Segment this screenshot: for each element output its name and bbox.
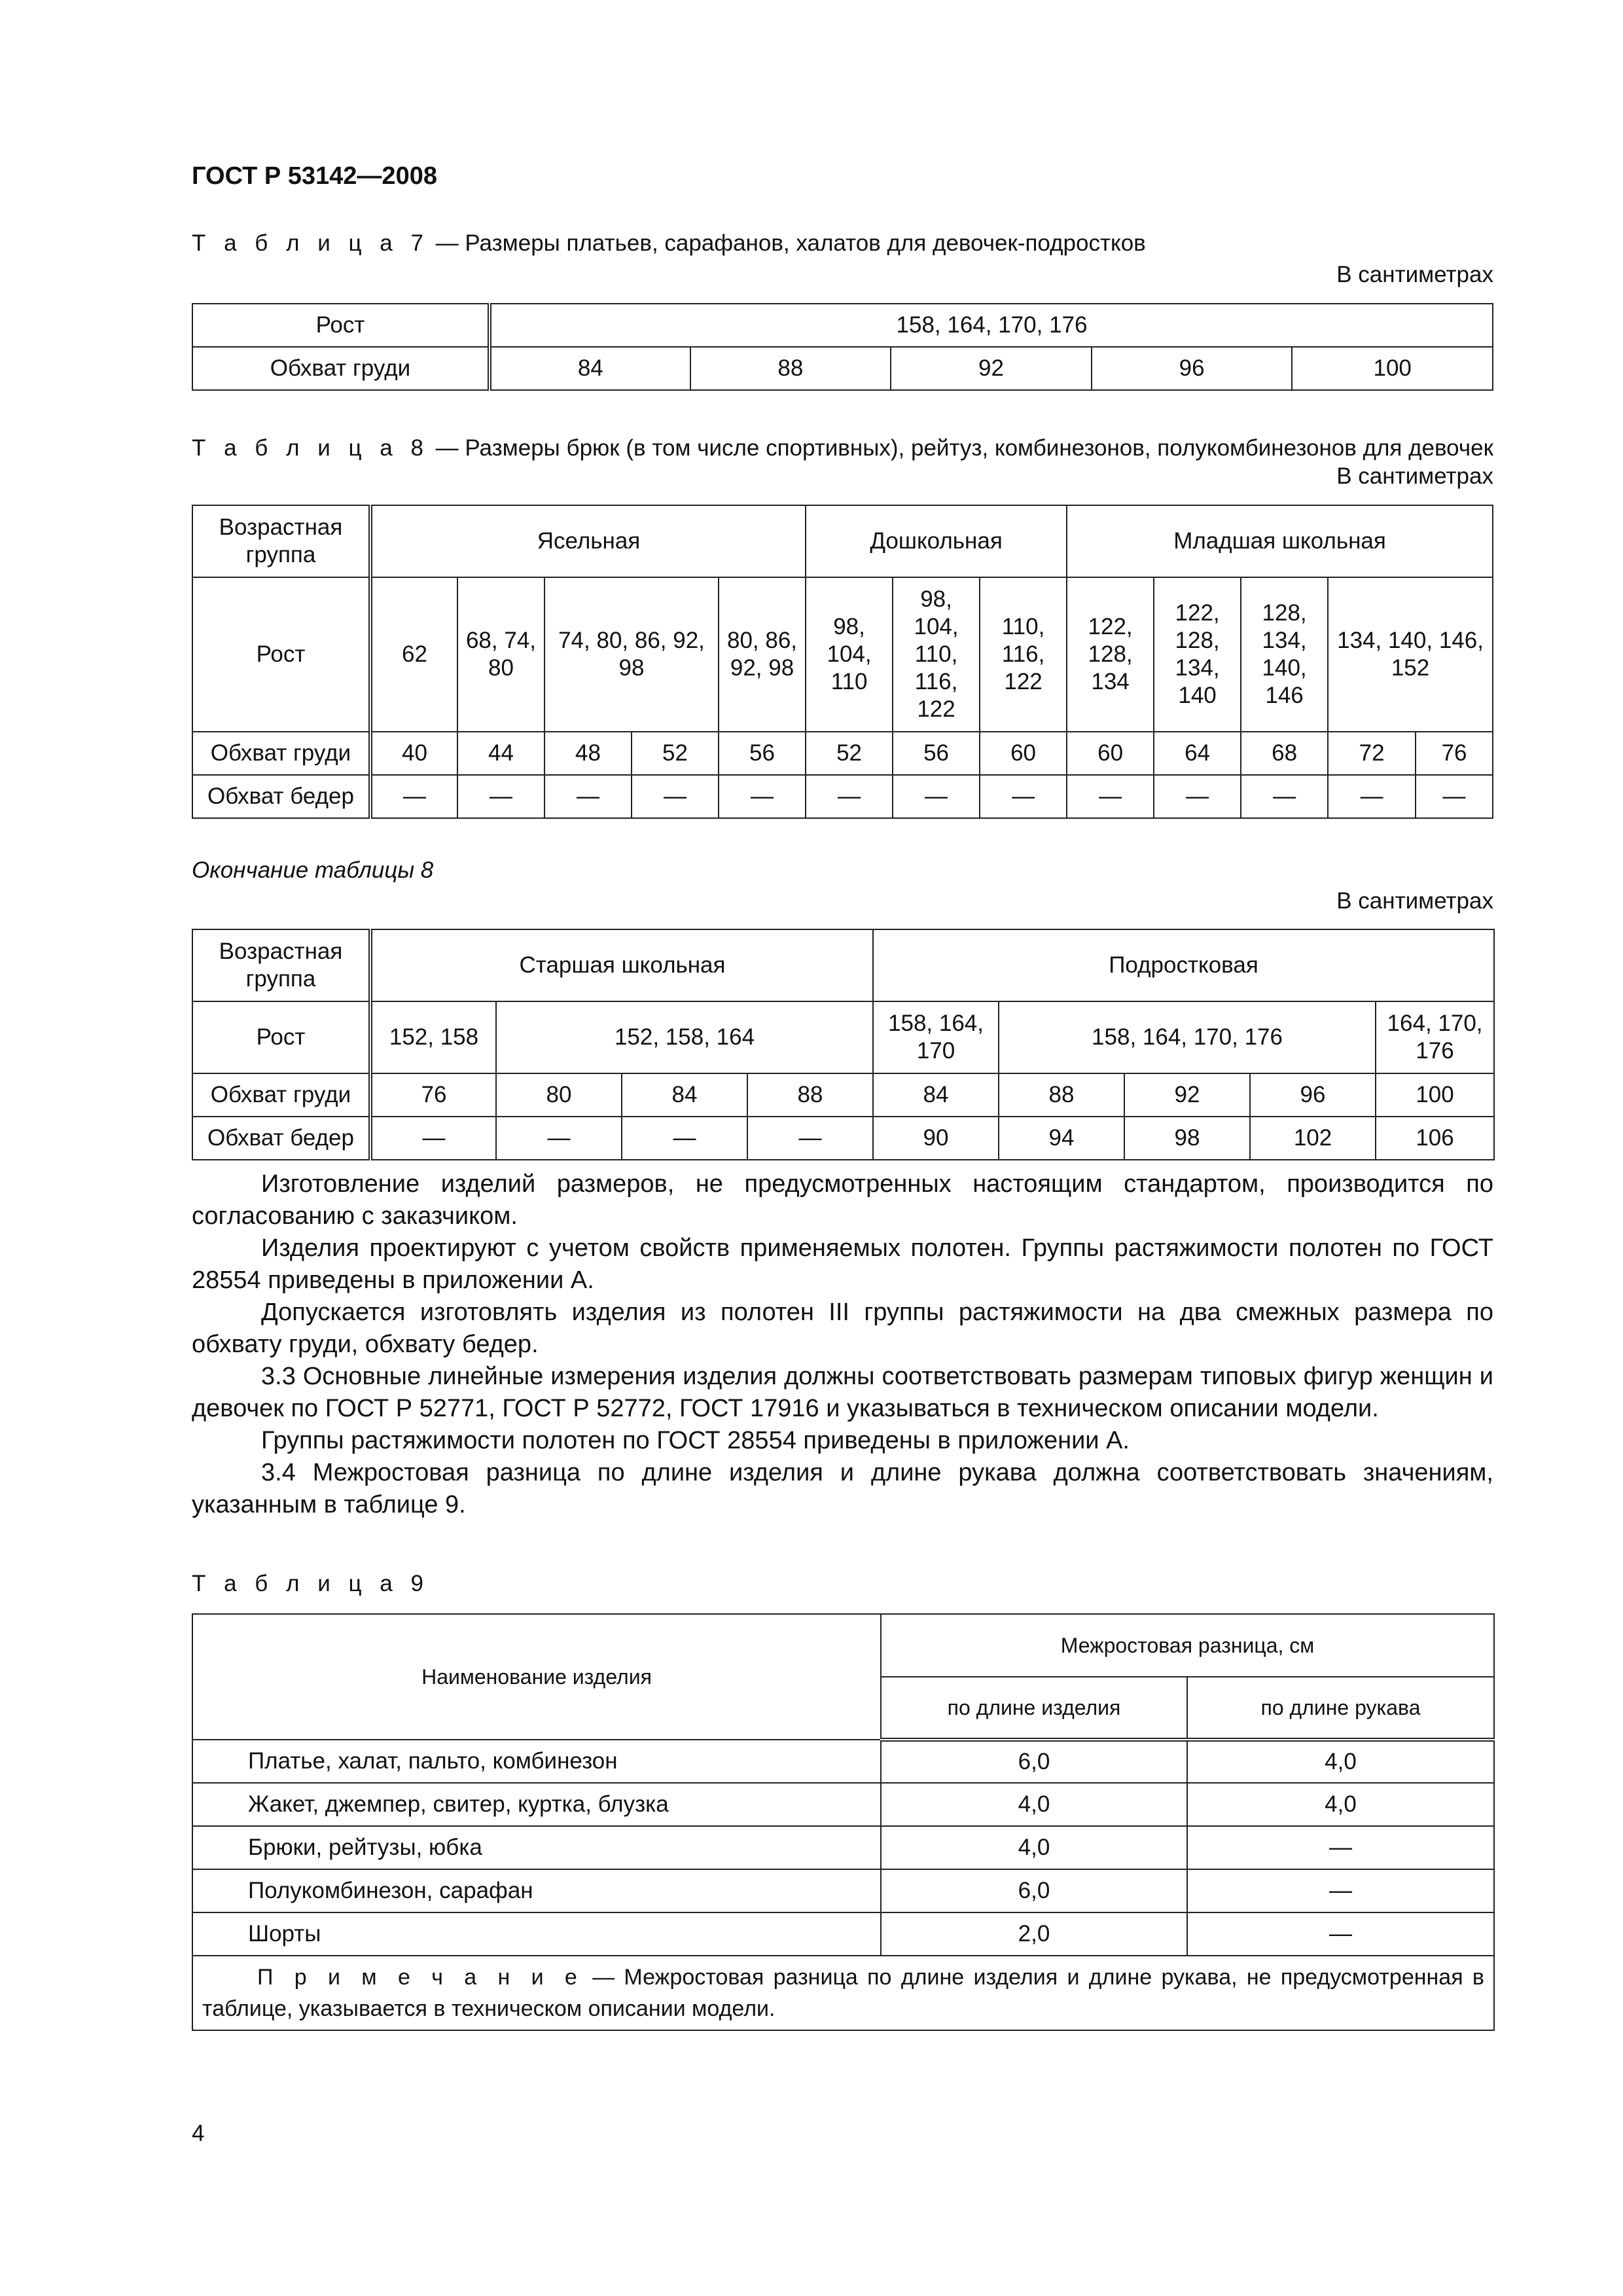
document-header: ГОСТ Р 53142—2008	[192, 162, 437, 190]
table9-row-sleeve: —	[1187, 1869, 1494, 1912]
table8-hips-cell: —	[806, 775, 893, 818]
table8-caption	[192, 435, 1493, 461]
table8-hips-cell: —	[632, 775, 719, 818]
table8-chest-cell: 64	[1154, 732, 1241, 775]
table8-end-hips-cell: —	[496, 1117, 622, 1160]
table8-chest-cell: 68	[1241, 732, 1328, 775]
table8-end-height-cell: 158, 164, 170, 176	[999, 1001, 1376, 1073]
table8-height-label: Рост	[192, 577, 370, 732]
table8-end-height-label: Рост	[192, 1001, 370, 1073]
table8-chest-cell: 52	[632, 732, 719, 775]
table8-hips-cell: —	[893, 775, 980, 818]
table8-chest-cell: 52	[806, 732, 893, 775]
table8-height-cell: 80, 86, 92, 98	[719, 577, 806, 732]
table8-end-chest-cell: 100	[1376, 1073, 1494, 1117]
table9-note-text: — Межростовая разница по длине изделия и длине рукава, не предусмотренная в таблице, указывается в техническом описании модели.	[202, 1965, 1484, 2021]
table8-end-chest-cell: 76	[370, 1073, 496, 1117]
table7-height-value: 158, 164, 170, 176	[490, 304, 1493, 347]
table8-age-label: Возрастная группа	[192, 505, 370, 577]
table8-chest-cell: 76	[1416, 732, 1493, 775]
body-paragraph: Допускается изготовлять изделия из полотен III группы растяжимости на два смежных размера по обхвату груди, обхвату бедер.	[192, 1299, 1493, 1358]
table8-chest-cell: 56	[893, 732, 980, 775]
table8-height-cell: 110, 116, 122	[980, 577, 1067, 732]
table9-row-name: Полукомбинезон, сарафан	[192, 1869, 881, 1912]
table8-end-age-label: Возрастная группа	[192, 929, 370, 1001]
table8-height-cell: 122, 128, 134	[1067, 577, 1154, 732]
table9-row-sleeve: 4,0	[1187, 1740, 1494, 1783]
table8-end-hips-cell: 98	[1124, 1117, 1250, 1160]
table8-end-chest-cell: 88	[999, 1073, 1124, 1117]
table9-sleeve-header: по длине рукава	[1187, 1677, 1494, 1740]
table8-end-hips-cell: 90	[873, 1117, 999, 1160]
table7-chest-cell: 96	[1092, 347, 1293, 390]
table9-row-sleeve: —	[1187, 1826, 1494, 1869]
table8-end-units: В сантиметрах	[1336, 888, 1493, 914]
table7-chest-cell: 88	[690, 347, 891, 390]
table8-caption-prefix: Т а б л и ц а 8	[192, 435, 429, 461]
table8-chest-cell: 60	[1067, 732, 1154, 775]
table8-chest-cell: 40	[370, 732, 457, 775]
table9-name-header: Наименование изделия	[192, 1614, 881, 1740]
table8-end-height-cell: 152, 158, 164	[496, 1001, 873, 1073]
table8-end-hips-cell: —	[747, 1117, 873, 1160]
table8-height-cell: 128, 134, 140, 146	[1241, 577, 1328, 732]
table7	[192, 303, 1493, 391]
table8-height-cell: 68, 74, 80	[457, 577, 544, 732]
table8-end-hips-cell: 94	[999, 1117, 1124, 1160]
table8-end-chest-cell: 84	[873, 1073, 999, 1117]
page-number: 4	[192, 2121, 205, 2146]
body-paragraph: 3.3 Основные линейные измерения изделия должны соответствовать размерам типовых фигур женщин и девочек по ГОСТ Р 52771, ГОСТ Р 52772, ГОСТ 17916 и указываться в техническом описании модели.	[192, 1363, 1493, 1422]
table9-length-header: по длине изделия	[881, 1677, 1187, 1740]
body-paragraph: Изделия проектируют с учетом свойств применяемых полотен. Группы растяжимости полотен по ГОСТ 28554 приведены в приложении А.	[192, 1234, 1493, 1294]
table8-hips-cell: —	[457, 775, 544, 818]
table8-height-cell: 98, 104, 110, 116, 122	[893, 577, 980, 732]
table7-caption	[192, 230, 1146, 257]
table8-hips-cell: —	[1241, 775, 1328, 818]
table8-hips-cell: —	[719, 775, 806, 818]
table9-note-prefix: П р и м е ч а н и е	[257, 1965, 583, 1990]
table8	[192, 505, 1493, 819]
table8-hips-cell: —	[1067, 775, 1154, 818]
table8-hips-cell: —	[980, 775, 1067, 818]
table8-hips-cell: —	[1328, 775, 1416, 818]
table9-row-length: 4,0	[881, 1783, 1187, 1826]
table8-hips-cell: —	[544, 775, 632, 818]
table9-row-name: Платье, халат, пальто, комбинезон	[192, 1740, 881, 1783]
table9-row-length: 6,0	[881, 1869, 1187, 1912]
table7-height-label: Рост	[192, 304, 490, 347]
table8-height-cell: 74, 80, 86, 92, 98	[544, 577, 719, 732]
table8-height-cell: 134, 140, 146, 152	[1328, 577, 1493, 732]
table8-end-chest-label: Обхват груди	[192, 1073, 370, 1117]
table7-chest-cell: 92	[891, 347, 1092, 390]
table8-end-hips-label: Обхват бедер	[192, 1117, 370, 1160]
table9-row-name: Брюки, рейтузы, юбка	[192, 1826, 881, 1869]
table9-caption: Т а б л и ц а 9	[192, 1571, 429, 1596]
table8-end-chest-cell: 84	[622, 1073, 747, 1117]
table8-height-cell: 122, 128, 134, 140	[1154, 577, 1241, 732]
table8-hips-cell: —	[370, 775, 457, 818]
table8-height-cell: 62	[370, 577, 457, 732]
table8-group: Младшая школьная	[1067, 505, 1493, 577]
table8-end-chest-cell: 88	[747, 1073, 873, 1117]
table8-end-group: Подростковая	[873, 929, 1494, 1001]
table7-chest-label: Обхват груди	[192, 347, 490, 390]
table9-row-length: 4,0	[881, 1826, 1187, 1869]
table8-chest-label: Обхват груди	[192, 732, 370, 775]
table8-group: Дошкольная	[806, 505, 1067, 577]
table8-hips-cell: —	[1154, 775, 1241, 818]
table8-hips-cell: —	[1416, 775, 1493, 818]
table8-end-height-cell: 152, 158	[370, 1001, 496, 1073]
table8-end-chest-cell: 80	[496, 1073, 622, 1117]
table8-end-hips-cell: —	[370, 1117, 496, 1160]
table8-hips-label: Обхват бедер	[192, 775, 370, 818]
table8-end	[192, 929, 1495, 1160]
table7-caption-text: — Размеры платьев, сарафанов, халатов для девочек-подростков	[429, 230, 1146, 256]
table8-chest-cell: 72	[1328, 732, 1416, 775]
table8-caption-text: — Размеры брюк (в том числе спортивных), рейтуз, комбинезонов, полукомбинезонов для девочек	[429, 435, 1493, 461]
table9	[192, 1613, 1495, 2031]
table8-end-hips-cell: 106	[1376, 1117, 1494, 1160]
table8-chest-cell: 56	[719, 732, 806, 775]
table8-end-hips-cell: 102	[1250, 1117, 1376, 1160]
table8-end-hips-cell: —	[622, 1117, 747, 1160]
table8-group: Ясельная	[370, 505, 806, 577]
table8-units: В сантиметрах	[1336, 463, 1493, 489]
table8-end-height-cell: 164, 170, 176	[1376, 1001, 1494, 1073]
body-text	[192, 1168, 1493, 1521]
table8-chest-cell: 48	[544, 732, 632, 775]
table7-chest-cell: 100	[1292, 347, 1493, 390]
table9-note	[192, 1956, 1494, 2030]
table8-chest-cell: 44	[457, 732, 544, 775]
table9-row-sleeve: —	[1187, 1912, 1494, 1956]
table9-row-sleeve: 4,0	[1187, 1783, 1494, 1826]
table9-row-name: Жакет, джемпер, свитер, куртка, блузка	[192, 1783, 881, 1826]
table8-end-chest-cell: 92	[1124, 1073, 1250, 1117]
table7-caption-prefix: Т а б л и ц а 7	[192, 230, 429, 256]
table7-chest-cell: 84	[490, 347, 690, 390]
table8-end-caption: Окончание таблицы 8	[192, 857, 434, 883]
body-paragraph: Группы растяжимости полотен по ГОСТ 28554 приведены в приложении А.	[261, 1427, 1130, 1454]
table9-row-length: 2,0	[881, 1912, 1187, 1956]
table8-end-group: Старшая школьная	[370, 929, 873, 1001]
table7-units: В сантиметрах	[1336, 262, 1493, 287]
table9-row-length: 6,0	[881, 1740, 1187, 1783]
table8-end-height-cell: 158, 164, 170	[873, 1001, 999, 1073]
body-paragraph: Изготовление изделий размеров, не предусмотренных настоящим стандартом, производится по согласованию с заказчиком.	[192, 1170, 1493, 1230]
table8-height-cell: 98, 104, 110	[806, 577, 893, 732]
body-paragraph: 3.4 Межростовая разница по длине изделия и длине рукава должна соответствовать значениям, указанным в таблице 9.	[192, 1459, 1493, 1518]
table8-end-chest-cell: 96	[1250, 1073, 1376, 1117]
table9-row-name: Шорты	[192, 1912, 881, 1956]
table8-chest-cell: 60	[980, 732, 1067, 775]
table9-diff-header: Межростовая разница, см	[881, 1614, 1494, 1677]
